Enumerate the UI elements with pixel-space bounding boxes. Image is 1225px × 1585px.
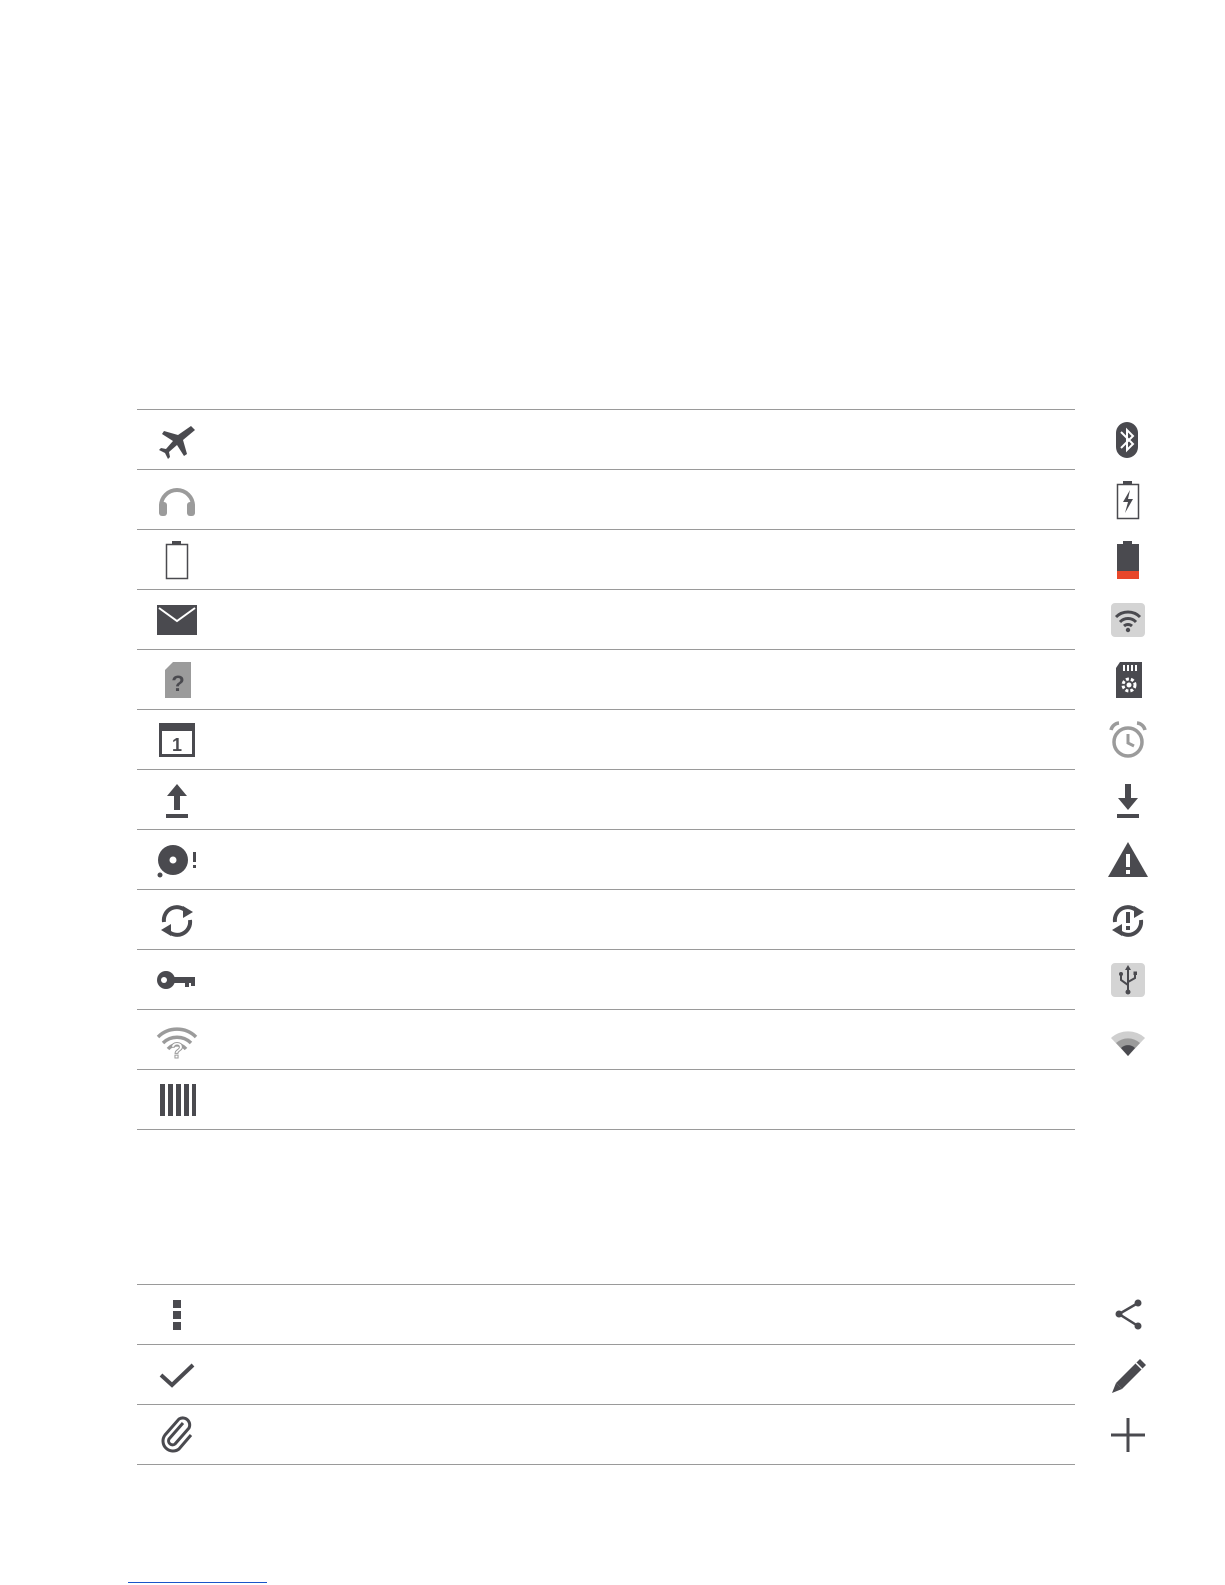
wifi-hotspot-icon (1106, 598, 1150, 642)
table-row (137, 890, 1075, 950)
status-icons-table (137, 409, 1075, 1130)
left-cell (137, 770, 606, 829)
svg-text:?: ? (171, 671, 185, 696)
right-cell (606, 890, 1075, 949)
right-cell (606, 410, 1075, 469)
download-icon (1106, 778, 1150, 822)
left-cell (137, 530, 606, 589)
bluetooth-icon (1106, 418, 1150, 462)
right-cell (606, 1010, 1075, 1069)
right-cell (606, 1070, 1075, 1129)
left-cell (137, 590, 606, 649)
sim-unknown-icon (155, 658, 199, 702)
left-cell (137, 950, 606, 1009)
vpn-key-icon (155, 958, 199, 1002)
upload-icon (155, 778, 199, 822)
right-cell (606, 1285, 1075, 1344)
battery-charging-icon (1106, 478, 1150, 522)
wifi-unknown-icon (155, 1018, 199, 1062)
usb-icon (1106, 958, 1150, 1002)
table-row (137, 1010, 1075, 1070)
sync-icon (155, 898, 199, 942)
alarm-clock-icon (1106, 718, 1150, 762)
svg-text:?: ? (170, 1038, 184, 1062)
action-icons-table (137, 1284, 1075, 1465)
left-cell (137, 410, 606, 469)
left-cell (137, 1010, 606, 1069)
table-row (137, 1345, 1075, 1405)
overflow-menu-icon (155, 1293, 199, 1337)
table-row (137, 770, 1075, 830)
right-cell (606, 770, 1075, 829)
email-icon (155, 598, 199, 642)
right-cell (606, 650, 1075, 709)
table-row (137, 530, 1075, 590)
table-row (137, 710, 1075, 770)
footer-link-underline[interactable] (128, 1582, 267, 1583)
calendar-icon (155, 718, 199, 762)
barcode-icon (155, 1078, 199, 1122)
share-icon (1106, 1293, 1150, 1337)
headphones-icon (155, 478, 199, 522)
table-row (137, 470, 1075, 530)
battery-empty-icon (155, 538, 199, 582)
table-row (137, 410, 1075, 470)
airplane-mode-icon (155, 418, 199, 462)
right-cell (606, 530, 1075, 589)
left-cell (137, 890, 606, 949)
right-cell (606, 830, 1075, 889)
right-cell (606, 710, 1075, 769)
left-cell (137, 1345, 606, 1404)
checkmark-icon (155, 1353, 199, 1397)
right-cell (606, 1345, 1075, 1404)
left-cell (137, 1285, 606, 1344)
table-row (137, 1405, 1075, 1465)
right-cell (606, 470, 1075, 529)
table-row (137, 1285, 1075, 1345)
left-cell (137, 710, 606, 769)
svg-text:1: 1 (171, 735, 183, 755)
edit-pencil-icon (1106, 1353, 1150, 1397)
attachment-icon (155, 1413, 199, 1457)
right-cell (606, 590, 1075, 649)
table-row (137, 590, 1075, 650)
add-icon (1106, 1413, 1150, 1457)
right-cell (606, 1405, 1075, 1464)
warning-icon (1106, 838, 1150, 882)
right-cell (606, 950, 1075, 1009)
battery-low-icon (1106, 538, 1150, 582)
left-cell (137, 830, 606, 889)
left-cell (137, 470, 606, 529)
table-row (137, 830, 1075, 890)
left-cell (137, 650, 606, 709)
table-row (137, 650, 1075, 710)
table-row (137, 1070, 1075, 1130)
disc-error-icon (155, 838, 199, 882)
sd-card-settings-icon (1106, 658, 1150, 702)
sync-error-icon (1106, 898, 1150, 942)
left-cell (137, 1405, 606, 1464)
left-cell (137, 1070, 606, 1129)
table-row (137, 950, 1075, 1010)
wifi-signal-icon (1106, 1018, 1150, 1062)
